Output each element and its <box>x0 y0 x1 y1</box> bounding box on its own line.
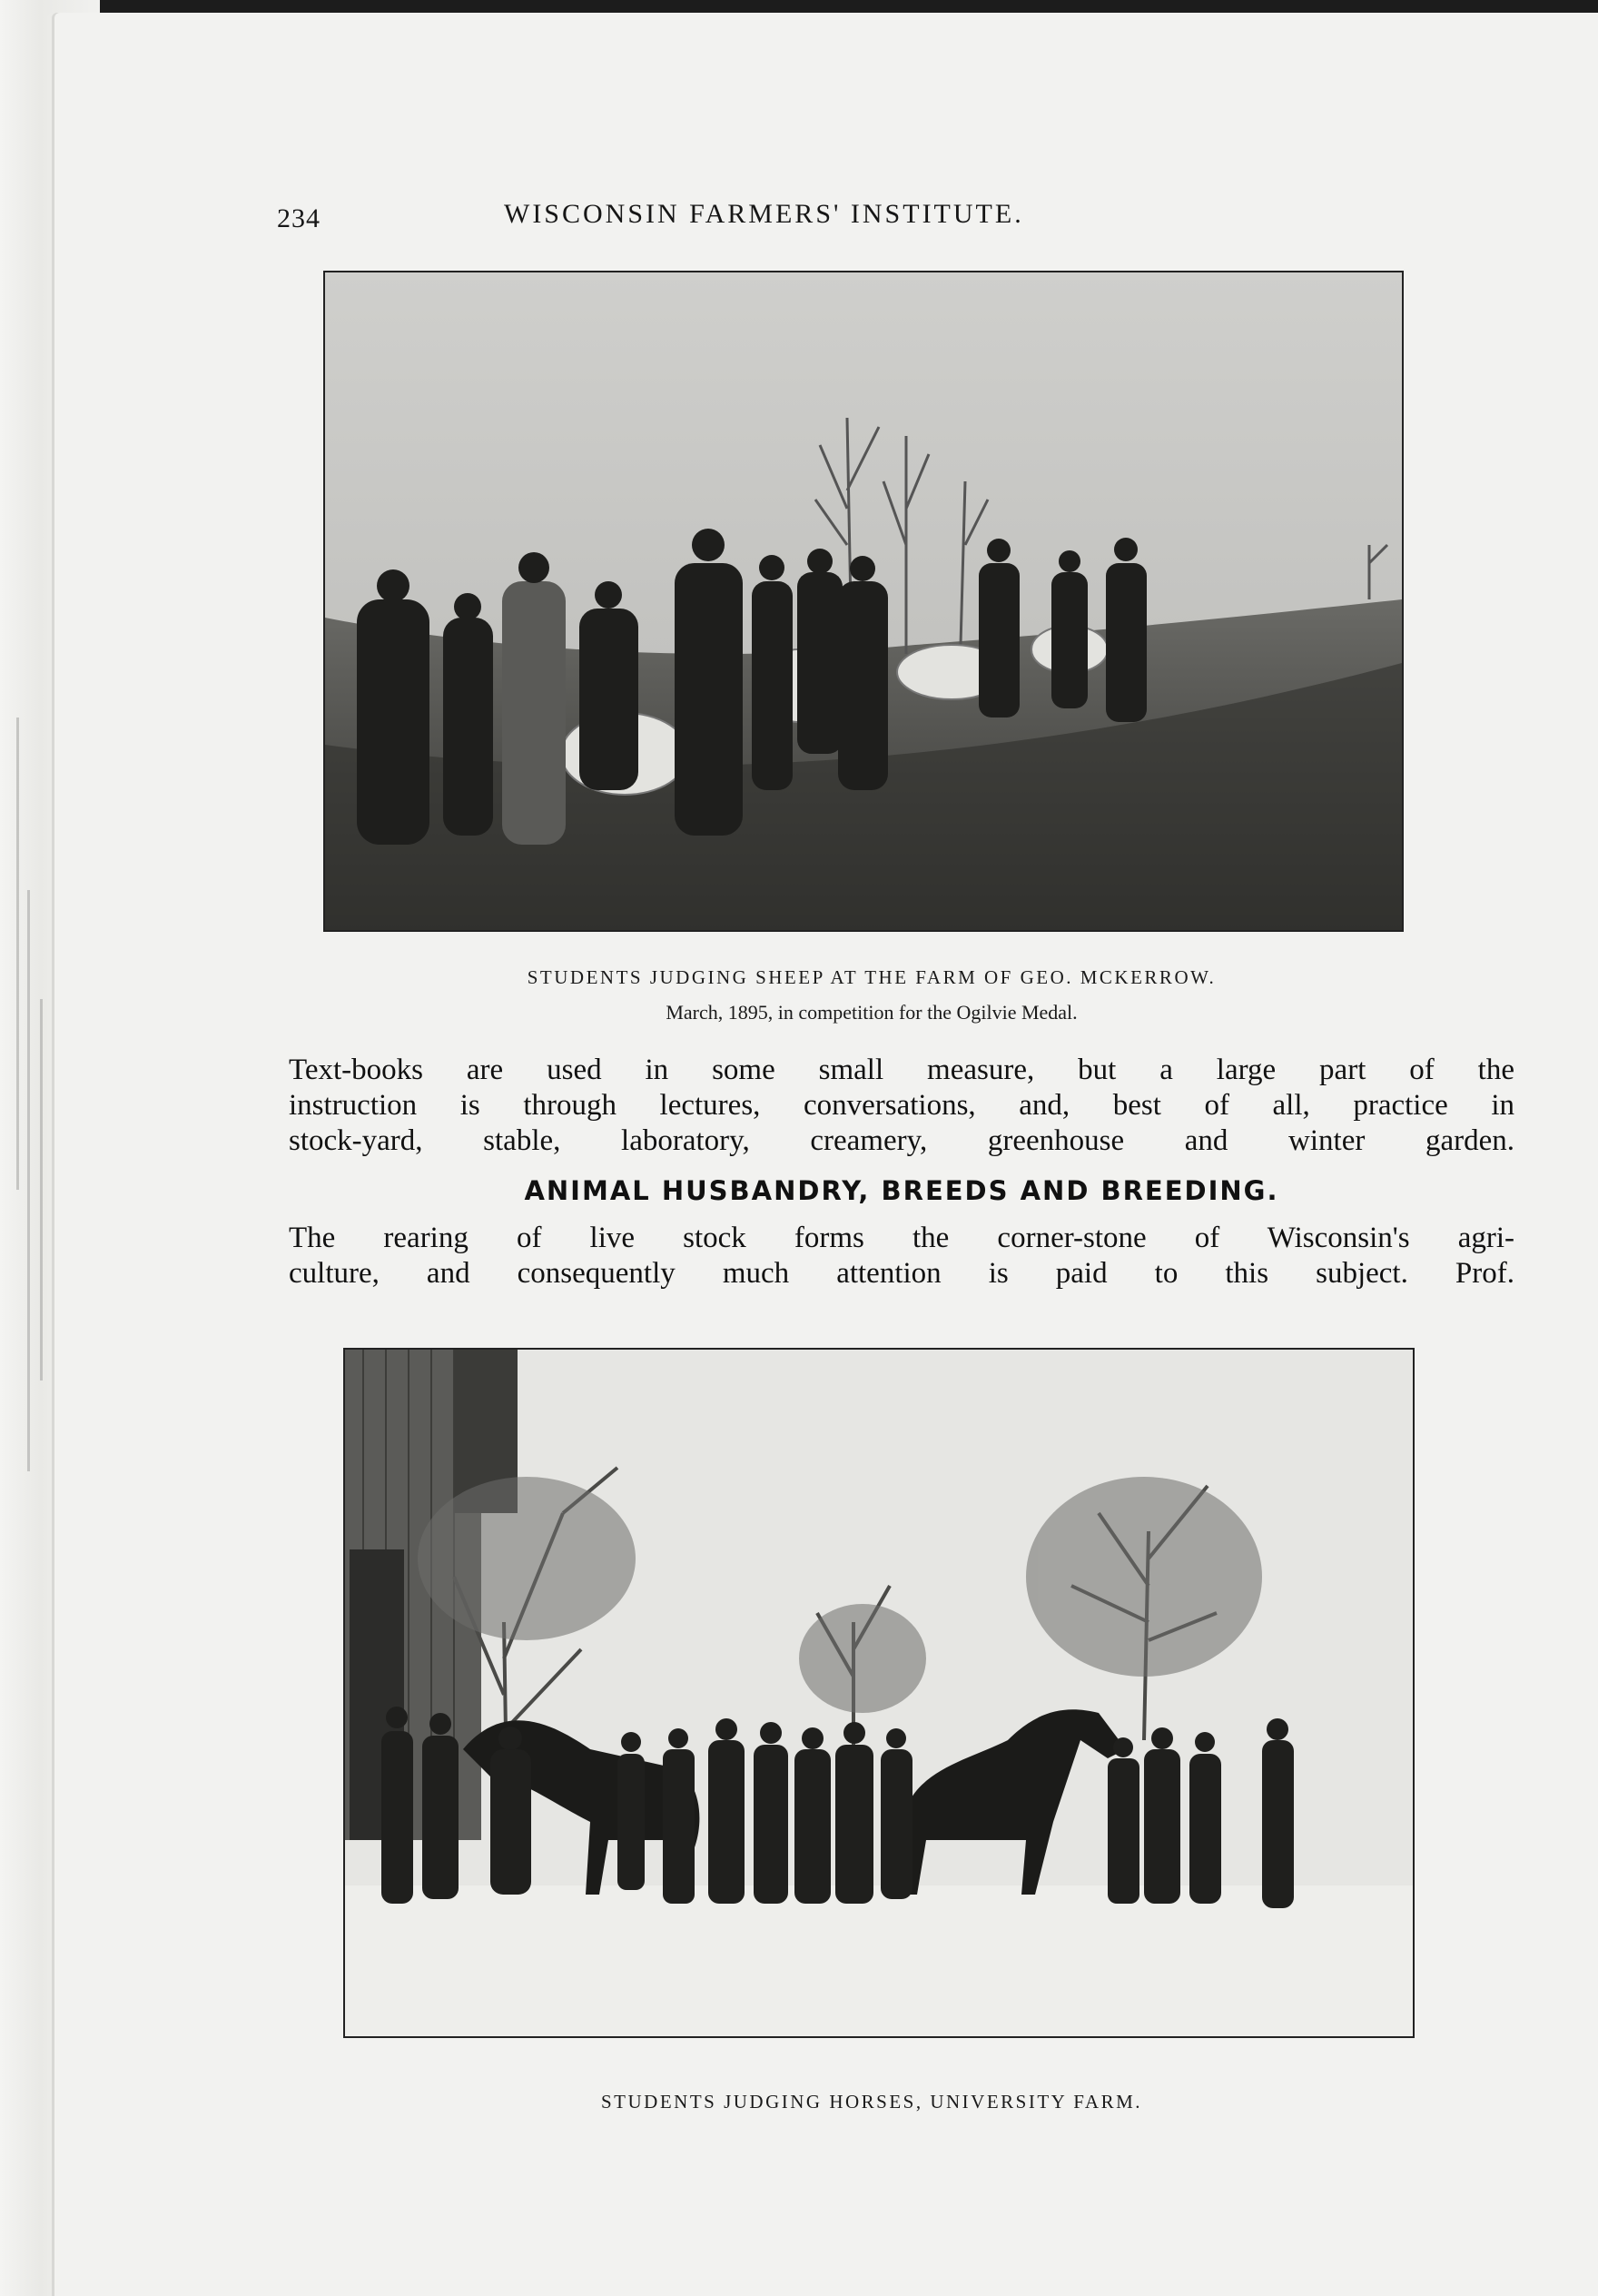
paragraph-line: stock-yard, stable, laboratory, creamery, greenhouse and winter garden. <box>289 1124 1514 1157</box>
section-heading: ANIMAL HUSBANDRY, BREEDS AND BREEDING. <box>524 1175 1279 1206</box>
page-number: 234 <box>277 203 321 233</box>
figure-1-subcaption: March, 1895, in competition for the Ogilvie Medal. <box>666 1001 1078 1024</box>
paragraph-line: instruction is through lectures, conversations, and, best of all, practice in <box>289 1089 1514 1122</box>
running-header <box>277 199 1321 244</box>
sheep-judging-photo <box>323 271 1404 932</box>
paragraph-line: culture, and consequently much attention is paid to this subject. Prof. <box>289 1257 1514 1290</box>
book-page <box>54 13 1598 2296</box>
figure-1-caption: STUDENTS JUDGING SHEEP AT THE FARM OF GEO. MCKERROW. <box>527 966 1217 988</box>
horse-judging-photo-image <box>345 1350 1413 2036</box>
paragraph-line: Text-books are used in some small measure, but a large part of the <box>289 1054 1514 1086</box>
figure-2-caption: STUDENTS JUDGING HORSES, UNIVERSITY FARM. <box>600 2091 1143 2113</box>
sheep-judging-photo-image <box>325 272 1402 930</box>
paragraph-line: The rearing of live stock forms the corner-stone of Wisconsin's agri- <box>289 1222 1514 1254</box>
header-title: WISCONSIN FARMERS' INSTITUTE. <box>504 199 1024 229</box>
horse-judging-photo <box>343 1348 1415 2038</box>
